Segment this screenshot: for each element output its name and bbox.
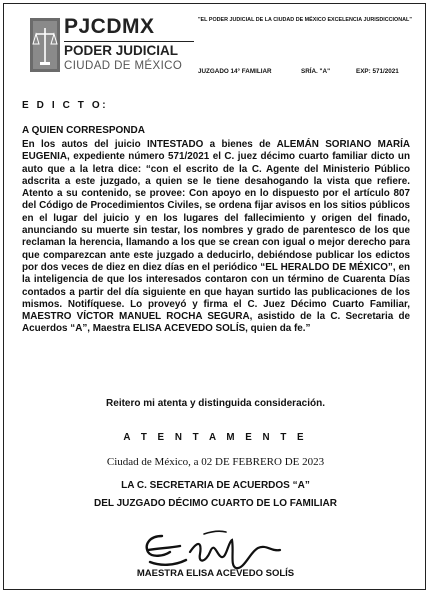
secretaria-label: SRÍA. "A" [301, 68, 331, 75]
closing-line: Reitero mi atenta y distinguida consideración. [106, 398, 325, 409]
signer-name: MAESTRA ELISA ACEVEDO SOLÍS [136, 568, 295, 579]
institution-logo [64, 16, 194, 73]
institutional-motto: "EL PODER JUDICIAL DE LA CIUDAD DE MÉXICO EXCELENCIA JURISDICCIONAL" [198, 17, 412, 23]
place-date: Ciudad de México, a 02 DE FEBRERO DE 2023 [106, 456, 325, 468]
case-number: EXP: 571/2021 [356, 68, 399, 75]
handwritten-signature [140, 522, 290, 574]
secretary-title-line1: LA C. SECRETARIA DE ACUERDOS “A” [121, 480, 310, 491]
document-heading: E D I C T O: [22, 100, 109, 111]
addressee: A QUIEN CORRESPONDA [22, 125, 145, 136]
logo-institution: PODER JUDICIAL [64, 41, 194, 59]
secretary-title-line2: DEL JUZGADO DÉCIMO CUARTO DE LO FAMILIAR [94, 498, 337, 509]
edict-body: En los autos del juicio INTESTADO a bienes de ALEMÁN SORIANO MARÍA EUGENIA, expediente número 571/2021 el C. juez décimo cuarto familiar dicto un auto que a la letra dice: “con el escrito de la C. Agente del Ministerio Público adscrita a este juzgado, a quien se le tiene desahogando la vista que refiere. Atento a su contenido, se provee: Con apoyo en lo dispuesto por el artículo 807 del Código de Procedimientos Civiles, se ordena fijar avisos en los sitios públicos en el lugar del juicio y en los lugares del fallecimiento y origen del finado, anunciando su muerte sin testar, los nombres y grado de parentesco de los que reclaman la herencia, llamando a los que se crean con igual o mejor derecho para que comparezcan ante este juzgado a deducirlo, debiéndose publicar los edictos por dos veces de diez en diez días en el periódico “EL HERALDO DE MÉXICO”, en la inteligencia de que los interesados contaron con un término de Cuarenta Días contados a partir del día siguiente en que hayan surtido las publicaciones de los mismos. Notifíquese. Lo proveyó y firma el C. Juez Décimo Cuarto Familiar, MAESTRO VÍCTOR MANUEL ROCHA SEGURA, asistido de la C. Secretaria de Acuerdos “A”, Maestra ELISA ACEVEDO SOLÍS, quien da fe.” [22, 139, 410, 335]
scales-of-justice-icon [30, 18, 60, 72]
logo-acronym: PJCDMX [64, 15, 155, 38]
atentamente-label: A T E N T A M E N T E [123, 432, 308, 443]
logo-city: CIUDAD DE MÉXICO [64, 60, 183, 72]
court-name: JUZGADO 14° FAMILIAR [198, 68, 272, 75]
